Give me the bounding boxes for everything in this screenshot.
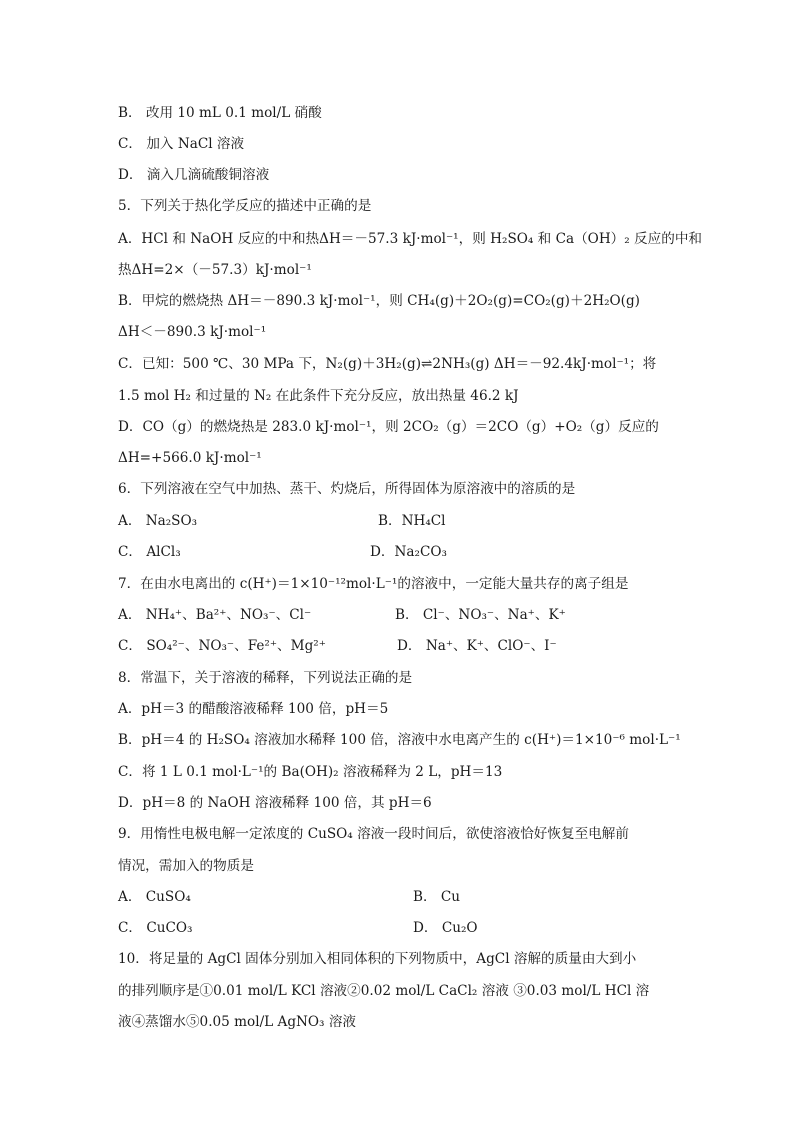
text-line: 6．下列溶液在空气中加热、蒸干、灼烧后，所得固体为原溶液中的溶质的是 — [118, 481, 576, 497]
text-line: 7．在由水电离出的 c(H⁺)＝1×10⁻¹²mol·L⁻¹的溶液中，一定能大量共存的离子组是 — [118, 576, 629, 592]
text-line — [118, 606, 566, 624]
text-line: ΔH＜－890.3 kJ·mol⁻¹ — [118, 324, 267, 340]
text-line — [118, 919, 478, 937]
text-line: 1.5 mol H₂ 和过量的 N₂ 在此条件下充分反应，放出热量 46.2 kJ — [118, 388, 519, 404]
text-line: 10．将足量的 AgCl 固体分别加入相同体积的下列物质中，AgCl 溶解的质量由大到小 — [118, 951, 637, 967]
option-left: C． SO₄²⁻、NO₃⁻、Fe²⁺、Mg²⁺ — [118, 638, 326, 654]
text-line: 液④蒸馏水⑤0.05 mol/L AgNO₃ 溶液 — [118, 1014, 357, 1030]
text-line: C．将 1 L 0.1 mol·L⁻¹的 Ba(OH)₂ 溶液稀释为 2 L，pH＝13 — [118, 764, 503, 780]
text-line: 9．用惰性电极电解一定浓度的 CuSO₄ 溶液一段时间后，欲使溶液恰好恢复至电解前 — [118, 826, 629, 842]
text-line: C．已知：500 ℃、30 MPa 下，N₂(g)＋3H₂(g)⇌2NH₃(g) ΔH＝－92.4kJ·mol⁻¹；将 — [118, 356, 657, 372]
text-line: B．甲烷的燃烧热 ΔH＝－890.3 kJ·mol⁻¹，则 CH₄(g)＋2O₂(g)=CO₂(g)＋2H₂O(g) — [118, 293, 640, 309]
option-left: C． AlCl₃ — [118, 544, 181, 560]
option-right: B．NH₄Cl — [378, 513, 446, 529]
text-line: A．pH＝3 的醋酸溶液稀释 100 倍，pH＝5 — [118, 701, 389, 717]
text-line — [118, 543, 447, 561]
option-right: D． Cu₂O — [413, 920, 478, 936]
text-line: 5．下列关于热化学反应的描述中正确的是 — [118, 198, 372, 214]
option-right: D．Na₂CO₃ — [370, 544, 447, 560]
text-line: D． 滴入几滴硫酸铜溶液 — [118, 167, 270, 183]
text-line: 8．常温下，关于溶液的稀释，下列说法正确的是 — [118, 670, 413, 686]
text-line — [118, 888, 461, 906]
text-line: B． 改用 10 mL 0.1 mol/L 硝酸 — [118, 105, 322, 121]
option-left: A． CuSO₄ — [118, 889, 191, 905]
option-right: D． Na⁺、K⁺、ClO⁻、I⁻ — [397, 638, 557, 654]
option-right: B． Cl⁻、NO₃⁻、Na⁺、K⁺ — [395, 607, 566, 623]
option-left: A． NH₄⁺、Ba²⁺、NO₃⁻、Cl⁻ — [118, 607, 312, 623]
option-left: A． Na₂SO₃ — [118, 513, 198, 529]
text-line: D．pH＝8 的 NaOH 溶液稀释 100 倍，其 pH＝6 — [118, 795, 432, 811]
text-line: D．CO（g）的燃烧热是 283.0 kJ·mol⁻¹，则 2CO₂（g）＝2CO（g）+O₂（g）反应的 — [118, 419, 659, 435]
text-line: A．HCl 和 NaOH 反应的中和热ΔH＝－57.3 kJ·mol⁻¹，则 H₂SO₄ 和 Ca（OH）₂ 反应的中和 — [118, 231, 703, 247]
text-line: ΔH=+566.0 kJ·mol⁻¹ — [118, 450, 262, 466]
text-line: B．pH＝4 的 H₂SO₄ 溶液加水稀释 100 倍，溶液中水电离产生的 c(H⁺)＝1×10⁻⁶ mol·L⁻¹ — [118, 732, 681, 748]
text-line: C． 加入 NaCl 溶液 — [118, 136, 245, 152]
text-line: 情况，需加入的物质是 — [118, 858, 254, 874]
text-line — [118, 512, 446, 530]
option-right: B． Cu — [413, 889, 461, 905]
text-line: 热ΔH=2×（－57.3）kJ·mol⁻¹ — [118, 262, 312, 278]
text-line: 的排列顺序是①0.01 mol/L KCl 溶液②0.02 mol/L CaCl₂ 溶液 ③0.03 mol/L HCl 溶 — [118, 983, 650, 999]
option-left: C． CuCO₃ — [118, 920, 193, 936]
text-line — [118, 637, 557, 655]
